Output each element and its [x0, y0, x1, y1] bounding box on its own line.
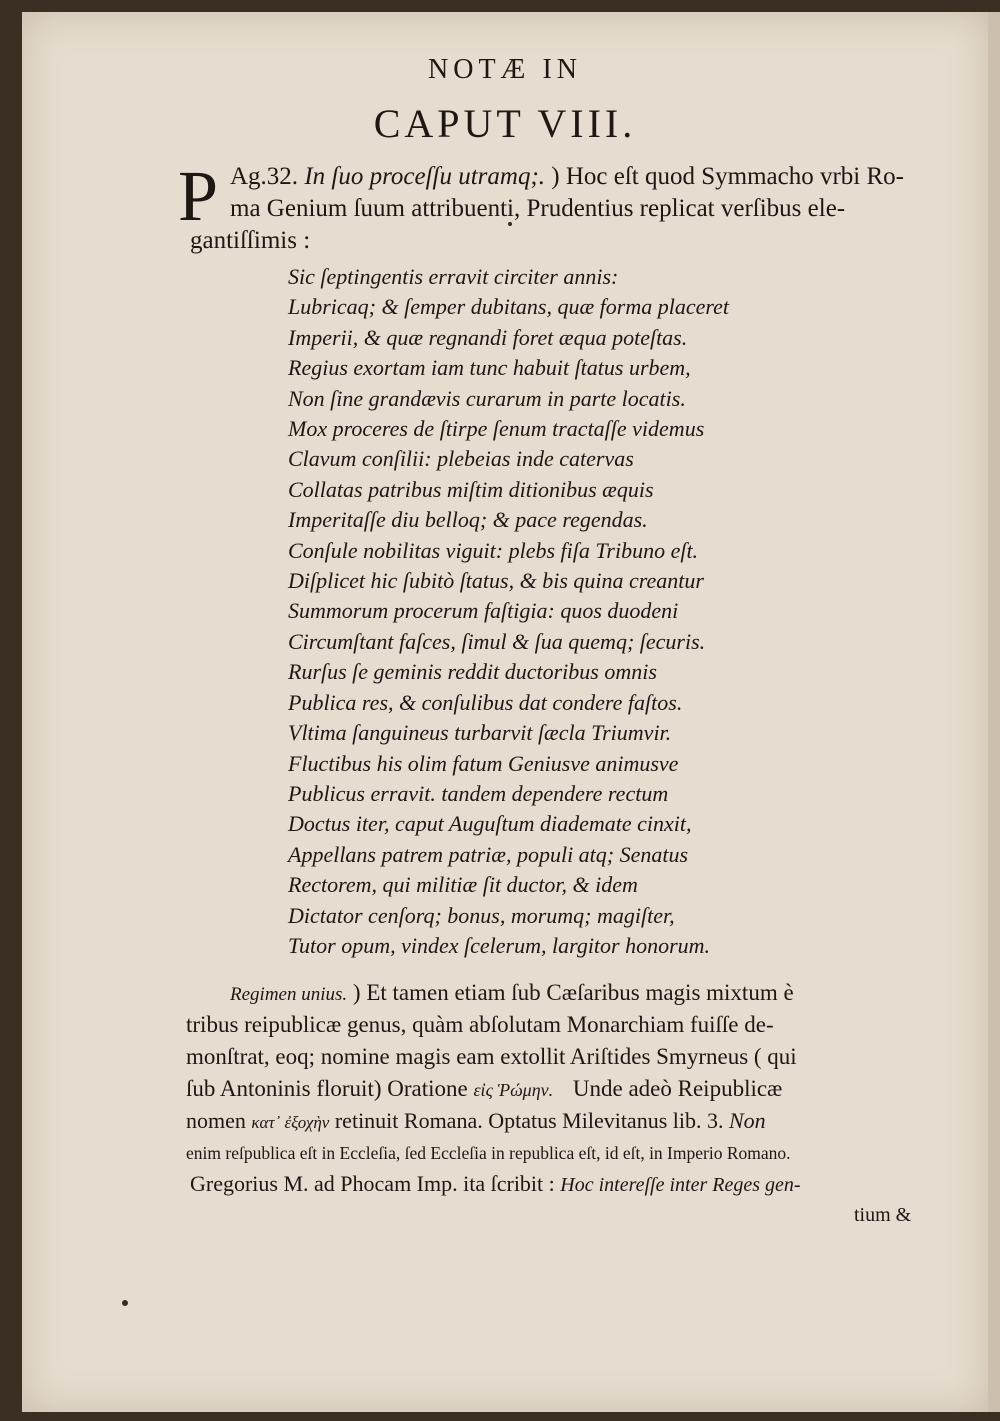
verse-line: Tutor opum, vindex ſcelerum, largitor honorum. — [288, 932, 711, 958]
italic-text: Hoc intereſſe inter Reges gen- — [560, 1174, 801, 1196]
verse-line: Non ſine grandævis curarum in parte locatis. — [288, 385, 686, 411]
intro-line-3: gantiſſimis : — [190, 227, 311, 254]
ink-speck — [508, 222, 512, 226]
commentary-text: ) Et tamen etiam ſub Cæſaribus magis mixtum è — [352, 980, 794, 1005]
intro-text: ) Hoc eſt quod Symmacho vrbi Ro- — [551, 163, 905, 190]
running-head: NOTÆ IN — [428, 54, 582, 85]
intro-line-1 — [230, 162, 904, 192]
verse-line: Conſule nobilitas viguit: plebs fiſa Tribuno eſt. — [288, 537, 699, 563]
verse-line: Lubricaq; & ſemper dubitans, quæ forma placeret — [288, 294, 729, 320]
verse-line: Publica res, & conſulibus dat condere faſtos. — [288, 689, 683, 715]
ink-speck — [122, 1300, 128, 1306]
commentary-line-5 — [186, 1106, 766, 1138]
verse-line: Rurſus ſe geminis reddit ductoribus omnis — [288, 659, 657, 685]
verse-line: Doctus iter, caput Auguſtum diademate cinxit, — [288, 811, 692, 837]
verse-line: Rectorem, qui militiæ ſit ductor, & idem — [288, 872, 638, 898]
commentary-line-3: monſtrat, eoq; nomine magis eam extollit Ariſtides Smyrneus ( qui — [186, 1044, 797, 1069]
greek-phrase: εἰς Ῥώμην. — [473, 1080, 554, 1100]
commentary-text: retinuit Romana. Optatus Milevitanus lib. 3. — [334, 1108, 724, 1133]
verse-line: Dictator cenſorq; bonus, morumq; magiſter, — [288, 902, 675, 928]
verse-line: Sic ſeptingentis erravit circiter annis: — [288, 264, 619, 289]
verse-line: Fluctibus his olim fatum Geniusve animusve — [288, 750, 679, 776]
catchword: tium & — [854, 1204, 912, 1226]
commentary-text: Unde adeò Reipublicæ — [572, 1076, 783, 1101]
verse-line: Circumſtant faſces, ſimul & ſua quemq; ſecuris. — [288, 628, 706, 654]
verse-line: Imperii, & quæ regnandi foret æqua poteſtas. — [288, 324, 688, 350]
verse-line: Appellans patrem patriæ, populi atq; Senatus — [288, 841, 689, 867]
verse-line: Clavum conſilii: plebeias inde catervas — [288, 446, 634, 472]
commentary-text: Gregorius M. ad Phocam Imp. ita ſcribit : — [190, 1171, 555, 1196]
greek-phrase: κατ᾽ ἐξοχὴν — [251, 1113, 330, 1132]
commentary-line-1 — [230, 978, 794, 1010]
chapter-title: CAPUT VIII. — [373, 101, 637, 146]
commentary-line-2: tribus reipublicæ genus, quàm abſolutam Monarchiam fuiſſe de- — [186, 1012, 774, 1037]
page-edge — [988, 12, 1000, 1412]
verse-line: Summorum procerum faſtigia: quos duodeni — [288, 598, 679, 624]
commentary-line-6: enim reſpublica eſt in Eccleſia, ſed Eccleſia in republica eſt, id eſt, in Imperio Romano. — [186, 1143, 791, 1163]
page-reference: Ag.32. — [230, 163, 299, 190]
book-page — [22, 12, 988, 1412]
commentary-line-7 — [190, 1169, 801, 1200]
drop-capital: P — [178, 156, 219, 236]
verse-line: Collatas patribus miſtim ditionibus æquis — [288, 476, 654, 502]
lemma: Regimen unius. — [230, 984, 348, 1005]
verse-line: Regius exortam iam tunc habuit ſtatus urbem, — [288, 355, 691, 381]
verse-line: Imperitaſſe diu belloq; & pace regendas. — [288, 507, 648, 533]
commentary-text: ſub Antoninis floruit) Oratione — [186, 1076, 468, 1101]
verse-line: Publicus erravit. tandem dependere rectum — [288, 780, 669, 806]
verse-line: Mox proceres de ſtirpe ſenum tractaſſe videmus — [288, 416, 705, 442]
italic-text: Non — [728, 1108, 766, 1133]
lemma: In ſuo proceſſu utramq;. — [304, 163, 546, 190]
commentary-line-4 — [186, 1074, 782, 1105]
verse-line: Diſplicet hic ſubitò ſtatus, & bis quina creantur — [288, 568, 704, 594]
intro-line-2: ma Genium ſuum attribuenti, Prudentius replicat verſibus ele- — [230, 195, 846, 222]
verse-line: Vltima ſanguineus turbarvit ſæcla Triumvir. — [288, 720, 672, 746]
commentary-text: nomen — [186, 1108, 246, 1133]
verse-block — [288, 262, 729, 961]
